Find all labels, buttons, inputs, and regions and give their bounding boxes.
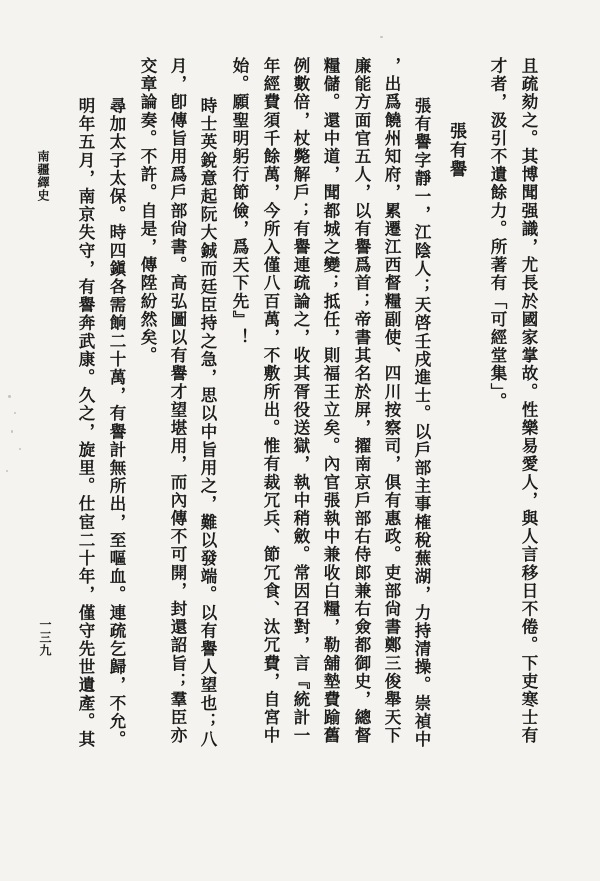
text-column-13: 尋加太子太保。時四鎭各需餉二十萬，有譽計無所出，至嘔血。連疏乞歸，不允。 (107, 97, 126, 749)
text-column-9: 始。願聖明躬行節儉，爲天下先』！ (230, 57, 249, 347)
text-column-8: 年經費須千餘萬，今所入僅八百萬，不敷所出。惟有裁冗兵、節冗食、汰冗費，自宮中 (261, 57, 280, 745)
text-column-4: ，出爲饒州知府，累遷江西督糧副使、四川按察司，俱有惠政。吏部尙書鄭三俊舉天下 (382, 57, 401, 745)
scan-speck (8, 395, 11, 398)
text-column-3: 張有譽字靜一，江陰人；天啓壬戌進士。以戶部主事榷稅蕪湖，力持清操。崇禎中 (412, 97, 431, 749)
section-heading: 張有譽 (446, 122, 466, 179)
text-column-7: 例數倍，杖斃解戶；有譽連疏論之，收其胥役送獄，執中稍斂。常因召對，言『統計一 (291, 57, 310, 745)
scan-speck (11, 430, 13, 433)
scan-speck (19, 448, 21, 450)
scan-speck (14, 412, 16, 414)
text-column-1: 且疏劾之。其博聞强識，尤長於國家掌故。性樂易愛人，與人言移日不倦。下吏寒士有 (519, 57, 538, 745)
scan-speck (380, 36, 383, 38)
scan-speck (6, 470, 8, 472)
book-title: 南疆繹史 (36, 150, 50, 202)
text-column-6: 糧儲。還中道，聞都城之變；抵任，則福王立矣。內官張執中兼收白糧，勒舖墊費踰舊 (321, 57, 340, 745)
text-column-5: 廉能方面官五人，以有譽爲首；帝書其名於屏，擢南京戶部右侍郎兼右僉都御史，總督 (352, 57, 371, 745)
text-column-12: 交章論奏。不許。自是，傳陞紛然矣。 (138, 57, 157, 365)
text-column-2: 才者，汲引不遺餘力。所著有「可經堂集」。 (488, 57, 507, 411)
text-column-11: 月，卽傳旨用爲戶部尙書。高弘圖以有譽才望堪用，而內傳不可開，封還詔旨；羣臣亦 (168, 57, 187, 745)
text-column-10: 時士英銳意起阮大鋮而廷臣持之急，思以中旨用之，難以發端。以有譽人望也；八 (198, 97, 217, 749)
page-number: 一三九 (38, 618, 52, 657)
text-column-14: 明年五月，南京失守，有譽奔武康。久之，旋里。仕宦二十年，僅守先世遺產。其 (76, 97, 95, 749)
